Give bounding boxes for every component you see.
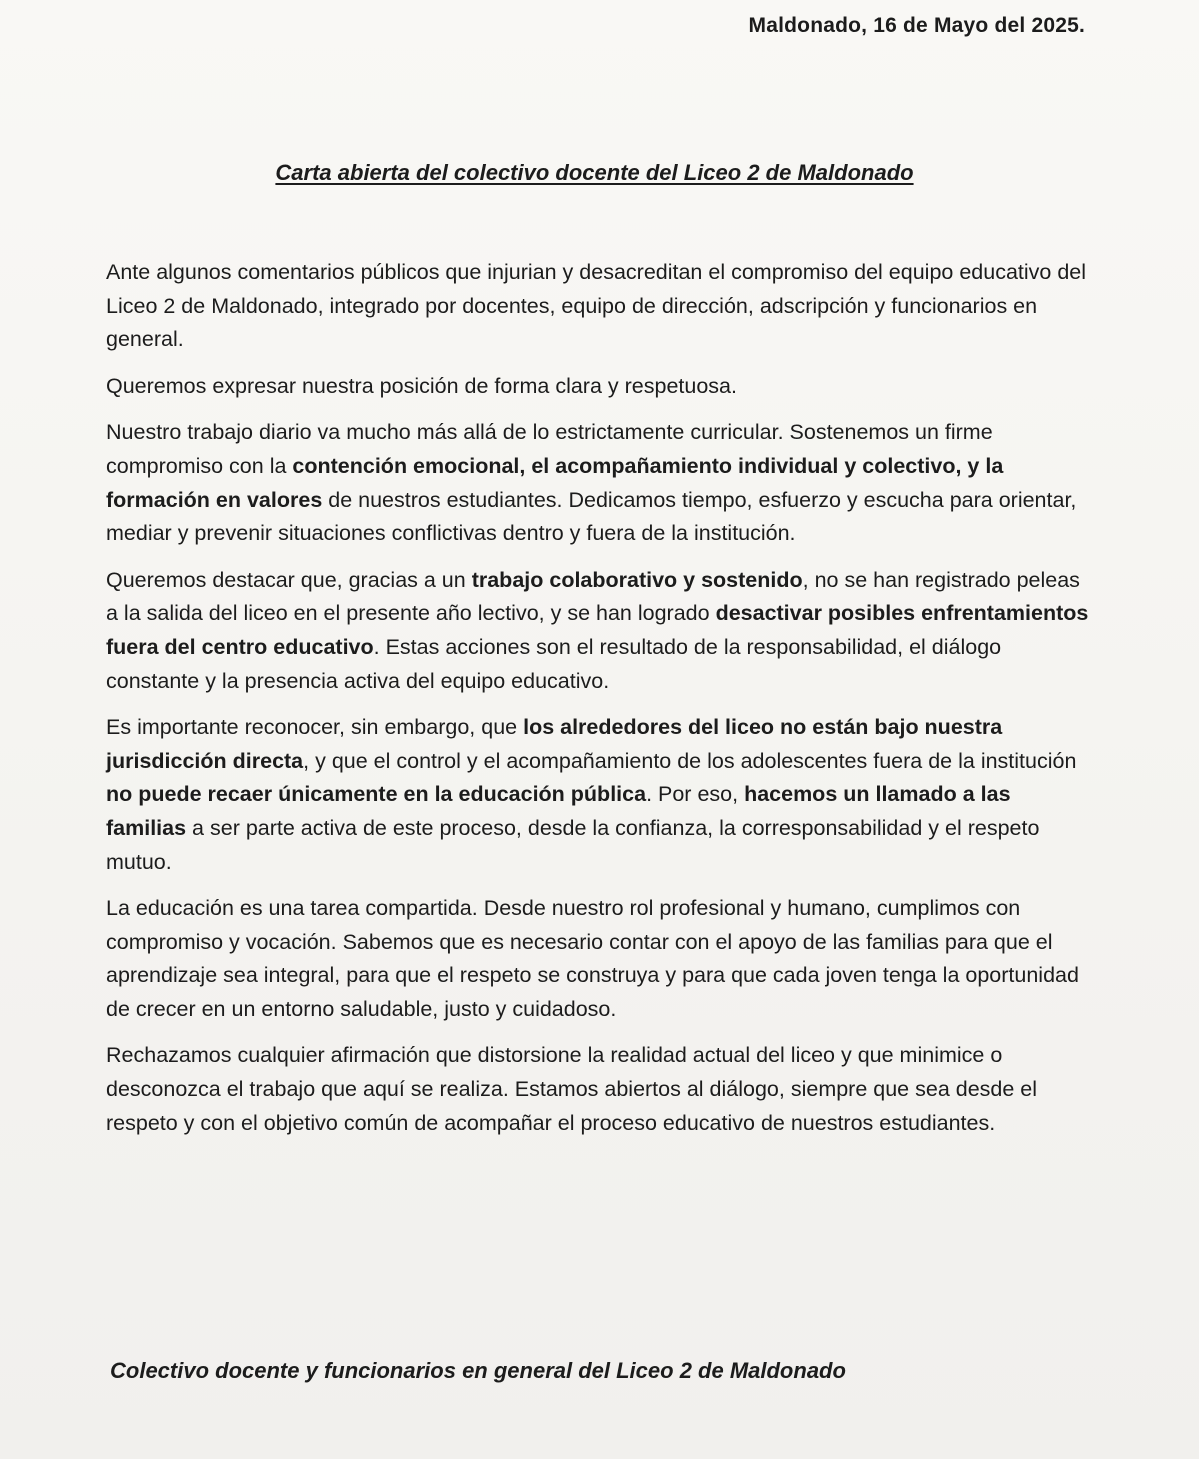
paragraph-4-emphasis-2: desactivar posibles enfrentamientos fuera del centro educativo [106, 601, 1089, 659]
paragraph-5-text-g: a ser parte activa de este proceso, desde la confianza, la corresponsabilidad y el respeto mutuo. [106, 815, 1040, 874]
letter-signature: Colectivo docente y funcionarios en general del Liceo 2 de Maldonado [110, 1358, 846, 1383]
paragraph-5-emphasis-1: los alrededores del liceo no están bajo nuestra jurisdicción directa [106, 715, 1003, 773]
paragraph-4-text-a: Queremos destacar que, gracias a un [106, 567, 472, 592]
paragraph-5-emphasis-2: no puede recaer únicamente en la educación pública [106, 782, 647, 807]
paragraph-4 [106, 564, 1091, 698]
paragraph-3-text-c: de nuestros estudiantes. Dedicamos tiempo, esfuerzo y escucha para orientar, mediar y prevenir situaciones conflictivas dentro y fuera de la institución. [106, 487, 1077, 546]
letter-date: Maldonado, 16 de Mayo del 2025. [748, 14, 1085, 37]
paragraph-5-text-e: . Por eso, [646, 782, 745, 807]
letter-body [106, 256, 1091, 1153]
paragraph-3-emphasis: contención emocional, el acompañamiento individual y colectivo, y la formación en valores [106, 453, 1004, 512]
paragraph-6: La educación es una tarea compartida. Desde nuestro rol profesional y humano, cumplimos con compromiso y vocación. Sabemos que es necesario contar con el apoyo de las familias para que el aprendizaje sea integral, para que el respeto se construya y para que cada joven tenga la oportunidad de crecer en un entorno saludable, justo y cuidadoso. [106, 896, 1079, 1021]
letter-title: Carta abierta del colectivo docente del Liceo 2 de Maldonado [275, 160, 914, 185]
paragraph-3 [106, 416, 1091, 550]
paragraph-5-text-c: , y que el control y el acompañamiento de los adolescentes fuera de la institución [303, 748, 1077, 773]
paragraph-5-text-a: Es importante reconocer, sin embargo, que [106, 715, 524, 740]
paragraph-4-emphasis-1: trabajo colaborativo y sostenido [471, 567, 803, 592]
paragraph-5 [106, 711, 1091, 879]
paragraph-3-text-a: Nuestro trabajo diario va mucho más allá de lo estrictamente curricular. Sostenemos un firme compromiso con la [106, 420, 993, 478]
paragraph-4-text-c: , no se han registrado peleas a la salida del liceo en el presente año lectivo, y se han logrado [106, 567, 1080, 626]
paragraph-1: Ante algunos comentarios públicos que injurian y desacreditan el compromiso del equipo educativo del Liceo 2 de Maldonado, integrado por docentes, equipo de dirección, adscripción y funcionarios en general. [106, 260, 1087, 352]
paragraph-2: Queremos expresar nuestra posición de forma clara y respetuosa. [106, 373, 737, 398]
paragraph-4-text-e: . Estas acciones son el resultado de la responsabilidad, el diálogo constante y la presencia activa del equipo educativo. [106, 634, 1002, 693]
paragraph-7: Rechazamos cualquier afirmación que distorsione la realidad actual del liceo y que minimice o desconozca el trabajo que aquí se realiza. Estamos abiertos al diálogo, siempre que sea desde el respeto y con el objetivo común de acompañar el proceso educativo de nuestros estudiantes. [106, 1043, 1038, 1135]
paragraph-5-emphasis-3: hacemos un llamado a las familias [106, 782, 1011, 840]
